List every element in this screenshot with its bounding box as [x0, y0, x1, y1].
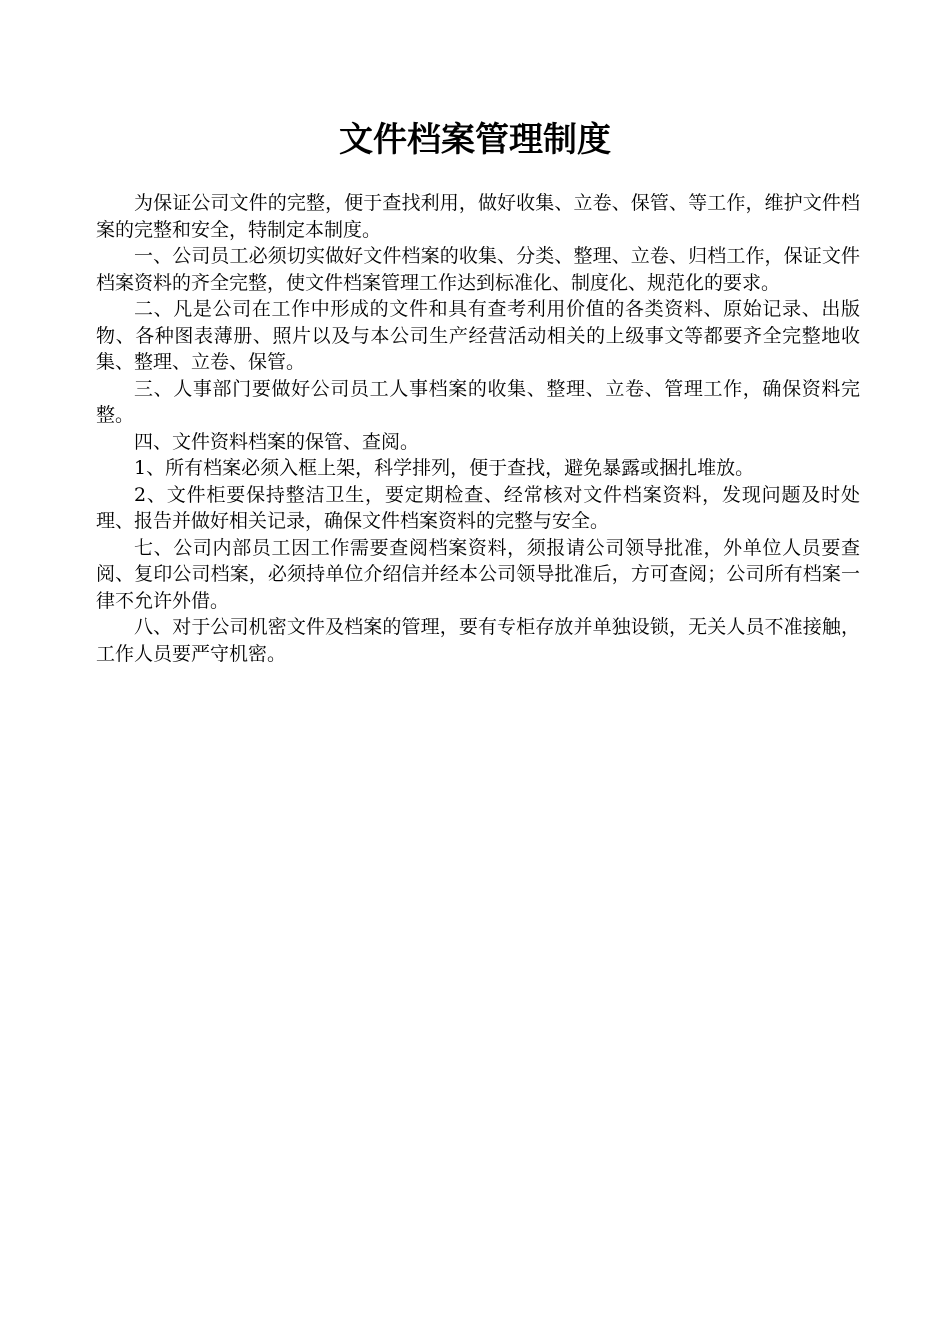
clause-4-paragraph: 四、文件资料档案的保管、查阅。	[134, 430, 420, 453]
clause-7-paragraph: 七、公司内部员工因工作需要查阅档案资料，须报请公司领导批准，外单位人员要查阅、复印公司档案，必须持单位介绍信并经本公司领导批准后，方可查阅；公司所有档案一律不允许外借。	[96, 536, 860, 612]
intro-paragraph: 为保证公司文件的完整，便于查找利用，做好收集、立卷、保管、等工作，维护文件档案的完整和安全，特制定本制度。	[96, 192, 860, 241]
clause-1-paragraph: 一、公司员工必须切实做好文件档案的收集、分类、整理、立卷、归档工作，保证文件档案资料的齐全完整，使文件档案管理工作达到标准化、制度化、规范化的要求。	[96, 245, 860, 294]
clause-3-paragraph: 三、人事部门要做好公司员工人事档案的收集、整理、立卷、管理工作，确保资料完整。	[96, 377, 860, 426]
clause-8-paragraph: 八、对于公司机密文件及档案的管理，要有专柜存放并单独设锁，无关人员不准接触，工作人员要严守机密。	[96, 616, 860, 665]
clause-4-item-2-paragraph: 2、文件柜要保持整洁卫生，要定期检查、经常核对文件档案资料，发现问题及时处理、报告并做好相关记录，确保文件档案资料的完整与安全。	[96, 483, 860, 532]
clause-4-item-1-paragraph: 1、所有档案必须入框上架，科学排列，便于查找，避免暴露或捆扎堆放。	[134, 457, 755, 479]
document-body	[96, 190, 860, 667]
clause-2-paragraph: 二、凡是公司在工作中形成的文件和具有查考利用价值的各类资料、原始记录、出版物、各种图表薄册、照片以及与本公司生产经营活动相关的上级事文等都要齐全完整地收集、整理、立卷、保管。	[96, 298, 860, 373]
document-title: 文件档案管理制度	[339, 120, 611, 160]
